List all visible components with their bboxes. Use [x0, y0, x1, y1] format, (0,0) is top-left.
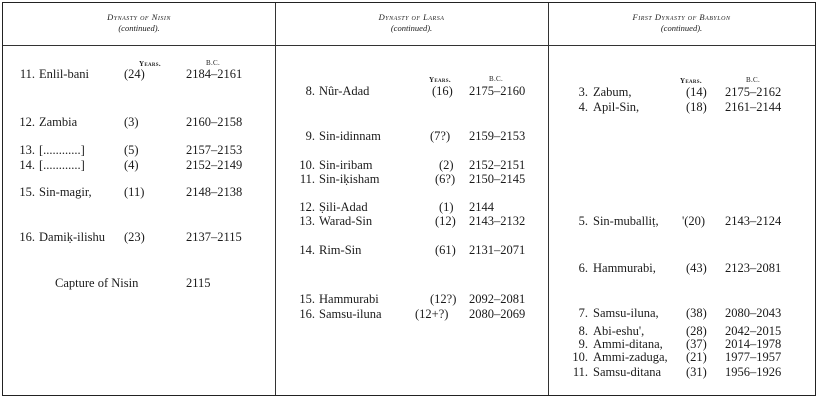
date-range: 2157–2153 — [186, 143, 243, 157]
date-range: 2161–2144 — [725, 100, 782, 114]
date-range: 2152–2149 — [186, 158, 243, 172]
row-number: 5. — [578, 214, 588, 228]
row-number: 10. — [299, 158, 315, 172]
reign-years: (1) — [439, 200, 454, 214]
row-number: 4. — [578, 100, 588, 114]
years-header: Years. — [680, 77, 702, 85]
reign-years: (38) — [686, 306, 707, 320]
ruler-name: Samsu-iluna, — [593, 306, 659, 320]
reign-years: (23) — [124, 230, 145, 244]
dynasty-table — [2, 2, 816, 396]
date-range: 2080–2069 — [469, 307, 526, 321]
row-number: 11. — [299, 172, 315, 186]
ruler-name: [............] — [39, 143, 85, 157]
ruler-name: Warad-Sin — [319, 214, 373, 228]
ruler-name: Nûr-Adad — [319, 84, 370, 98]
ruler-name: Ammi-ditana, — [593, 337, 663, 351]
reign-years: (43) — [686, 261, 707, 275]
date-range: 2150–2145 — [469, 172, 526, 186]
ruler-name: Zambia — [39, 115, 78, 129]
reign-years: '(20) — [682, 214, 706, 228]
ruler-name: Sin-iḳisham — [319, 172, 380, 186]
date-range: 2131–2071 — [469, 243, 526, 257]
reign-years: (2) — [439, 158, 454, 172]
ruler-name: Apil-Sin, — [593, 100, 640, 114]
reign-years: (21) — [686, 350, 707, 364]
ruler-name: Hammurabi — [319, 292, 379, 306]
date-range: 2160–2158 — [186, 115, 243, 129]
date-range: 2123–2081 — [725, 261, 782, 275]
bc-header: B.C. — [746, 76, 761, 84]
row-number: 8. — [578, 324, 588, 338]
ruler-name: Samsu-ditana — [593, 365, 662, 379]
reign-years: (28) — [686, 324, 707, 338]
date-range: 2137–2115 — [186, 230, 242, 244]
date-range: 2175–2160 — [469, 84, 526, 98]
row-number: 6. — [578, 261, 588, 275]
ruler-name: Rim-Sin — [319, 243, 362, 257]
ruler-name: Ammi-zaduga, — [593, 350, 668, 364]
date-range: 2148–2138 — [186, 185, 243, 199]
bc-header: B.C. — [489, 75, 504, 83]
column-title: First Dynasty of Babylon — [632, 12, 731, 22]
reign-years: (6?) — [435, 172, 456, 186]
row-number: 14. — [19, 158, 35, 172]
date-range: 2143–2124 — [725, 214, 782, 228]
column-header-babylon — [548, 12, 815, 34]
reign-years: (18) — [686, 100, 707, 114]
reign-years: (12+?) — [415, 307, 449, 321]
reign-years: (7?) — [430, 129, 451, 143]
row-number: 7. — [578, 306, 588, 320]
bc-header: B.C. — [206, 59, 221, 67]
column-subtitle: (continued). — [660, 23, 703, 33]
reign-years: (61) — [435, 243, 456, 257]
row-number: 15. — [299, 292, 315, 306]
row-number: 16. — [19, 230, 35, 244]
ruler-name: Sin-magir, — [39, 185, 92, 199]
row-number: 15. — [19, 185, 35, 199]
row-number: 11. — [572, 365, 588, 379]
reign-years: (5) — [124, 143, 139, 157]
row-number: 9. — [578, 337, 588, 351]
reign-years: (11) — [124, 185, 145, 199]
row-number: 13. — [299, 214, 315, 228]
ruler-name: Damiḳ-ilishu — [39, 230, 105, 244]
reign-years: (4) — [124, 158, 139, 172]
column-title: Dynasty of Larsa — [378, 12, 445, 22]
date-range: 1956–1926 — [725, 365, 782, 379]
reign-years: (16) — [432, 84, 453, 98]
ruler-name: Abi-eshu', — [593, 324, 645, 338]
header-divider — [3, 45, 815, 46]
reign-years: (12) — [435, 214, 456, 228]
row-number: 16. — [299, 307, 315, 321]
reign-years: (3) — [124, 115, 139, 129]
row-number: 14. — [299, 243, 315, 257]
date-range: 2042–2015 — [725, 324, 782, 338]
row-number: 12. — [299, 200, 315, 214]
years-header: Years. — [429, 76, 451, 84]
column-header-nisin — [3, 12, 275, 34]
date-range: 2115 — [186, 276, 211, 290]
ruler-name: Sin-iribam — [319, 158, 373, 172]
date-range: 1977–1957 — [725, 350, 782, 364]
ruler-name: Samsu-iluna — [319, 307, 382, 321]
date-range: 2143–2132 — [469, 214, 526, 228]
row-number: 8. — [305, 84, 315, 98]
ruler-name: Sin-idinnam — [319, 129, 381, 143]
column-header-larsa — [275, 12, 548, 34]
column-subtitle: (continued). — [118, 23, 160, 33]
date-range: 2080–2043 — [725, 306, 782, 320]
column-divider — [275, 3, 276, 395]
date-range: 2175–2162 — [725, 85, 782, 99]
reign-years: (37) — [686, 337, 707, 351]
ruler-name: Ṣili-Adad — [319, 200, 368, 214]
column-subtitle: (continued). — [390, 23, 433, 33]
ruler-name: Capture of Nisin — [55, 276, 139, 290]
ruler-name: Enlil-bani — [39, 67, 89, 81]
reign-years: (24) — [124, 67, 145, 81]
years-header: Years. — [139, 60, 161, 68]
row-number: 11. — [19, 67, 35, 81]
date-range: 2092–2081 — [469, 292, 526, 306]
ruler-name: Zabum, — [593, 85, 632, 99]
reign-years: (12?) — [430, 292, 457, 306]
date-range: 2144 — [469, 200, 494, 214]
ruler-name: [............] — [39, 158, 85, 172]
date-range: 2014–1978 — [725, 337, 782, 351]
row-number: 10. — [572, 350, 588, 364]
column-divider — [548, 3, 549, 395]
column-title: Dynasty of Nisin — [107, 12, 171, 22]
reign-years: (31) — [686, 365, 707, 379]
date-range: 2152–2151 — [469, 158, 526, 172]
row-number: 13. — [19, 143, 35, 157]
row-number: 3. — [578, 85, 588, 99]
date-range: 2159–2153 — [469, 129, 526, 143]
row-number: 9. — [305, 129, 315, 143]
ruler-name: Sin-muballiṭ, — [593, 214, 659, 228]
row-number: 12. — [19, 115, 35, 129]
reign-years: (14) — [686, 85, 707, 99]
date-range: 2184–2161 — [186, 67, 243, 81]
ruler-name: Hammurabi, — [593, 261, 656, 275]
